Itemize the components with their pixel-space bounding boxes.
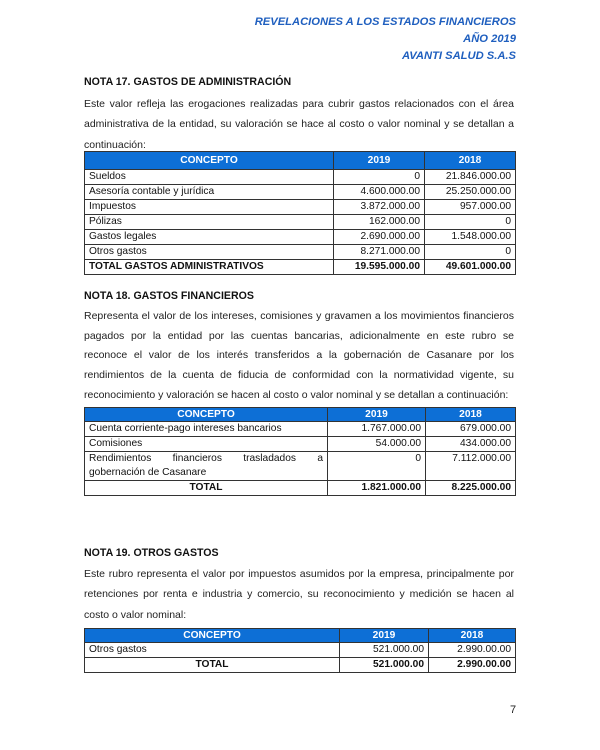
cell-concepto: Gastos legales <box>85 230 334 245</box>
total-2018: 8.225.000.00 <box>426 481 516 496</box>
header-company: AVANTI SALUD S.A.S <box>402 50 516 62</box>
table-row <box>85 200 516 215</box>
table-header-row <box>85 152 516 170</box>
cell-concepto: Rendimientos financieros trasladados a gobernación de Casanare <box>85 452 328 481</box>
cell-concepto: Pólizas <box>85 215 334 230</box>
cell-2019: 54.000.00 <box>328 437 426 452</box>
page-number: 7 <box>510 704 517 716</box>
cell-2019: 4.600.000.00 <box>334 185 425 200</box>
cell-concepto: Otros gastos <box>85 643 340 658</box>
col-header-concepto: CONCEPTO <box>85 629 340 643</box>
total-label: TOTAL GASTOS ADMINISTRATIVOS <box>85 260 334 275</box>
cell-2018: 434.000.00 <box>426 437 516 452</box>
cell-concepto: Impuestos <box>85 200 334 215</box>
table-row <box>85 643 516 658</box>
nota17-paragraph: Este valor refleja las erogaciones realizadas para cubrir gastos relacionados con el área administrativa de la entidad, su valoración se hace al costo o valor nominal y se detallan a continuación: <box>84 98 514 151</box>
cell-2018: 7.112.000.00 <box>426 452 516 481</box>
document-header <box>255 14 516 65</box>
nota18-table <box>84 407 516 496</box>
table-row <box>85 245 516 260</box>
table-row <box>85 422 516 437</box>
table-header-row <box>85 408 516 422</box>
table-total-row <box>85 481 516 496</box>
total-label: TOTAL <box>85 481 328 496</box>
table-row <box>85 185 516 200</box>
total-2018: 49.601.000.00 <box>425 260 516 275</box>
table-total-row <box>85 658 516 673</box>
cell-2019: 0 <box>334 170 425 185</box>
col-header-concepto: CONCEPTO <box>85 408 328 422</box>
nota17-table <box>84 151 516 275</box>
cell-2019: 8.271.000.00 <box>334 245 425 260</box>
table-row <box>85 452 516 481</box>
cell-concepto: Asesoría contable y jurídica <box>85 185 334 200</box>
col-header-concepto: CONCEPTO <box>85 152 334 170</box>
nota18-paragraph: Representa el valor de los intereses, comisiones y gravamen a los movimientos financieros pagados por la entidad por las cuentas bancarias, adicionalmente en este rubro se reconoce el valor de los interés transferidos a la gobernación de Casanare por los rendimientos de la cuenta de fiducia de conformidad con la normatividad vigente, su reconocimiento y valoración se hacen al costo o valor nominal y se detallan a continuación: <box>84 310 514 401</box>
cell-2019: 2.690.000.00 <box>334 230 425 245</box>
header-year: AÑO 2019 <box>463 33 516 45</box>
col-header-2019: 2019 <box>334 152 425 170</box>
cell-2018: 957.000.00 <box>425 200 516 215</box>
cell-2019: 521.000.00 <box>340 643 429 658</box>
nota17-title: NOTA 17. GASTOS DE ADMINISTRACIÓN <box>84 76 292 88</box>
col-header-2019: 2019 <box>340 629 429 643</box>
total-2019: 521.000.00 <box>340 658 429 673</box>
nota19-paragraph: Este rubro representa el valor por impuestos asumidos por la empresa, principalmente por retenciones por renta e industria y comercio, su reconocimiento y medición se hacen al costo o valor nominal: <box>84 568 514 621</box>
cell-2018: 25.250.000.00 <box>425 185 516 200</box>
table-header-row <box>85 629 516 643</box>
nota19-title: NOTA 19. OTROS GASTOS <box>84 547 219 559</box>
cell-2018: 679.000.00 <box>426 422 516 437</box>
col-header-2018: 2018 <box>429 629 516 643</box>
table-row <box>85 230 516 245</box>
cell-2018: 0 <box>425 215 516 230</box>
cell-concepto: Sueldos <box>85 170 334 185</box>
cell-2018: 21.846.000.00 <box>425 170 516 185</box>
cell-2018: 2.990.00.00 <box>429 643 516 658</box>
nota18-title: NOTA 18. GASTOS FINANCIEROS <box>84 290 254 302</box>
col-header-2018: 2018 <box>425 152 516 170</box>
total-label: TOTAL <box>85 658 340 673</box>
cell-2018: 1.548.000.00 <box>425 230 516 245</box>
nota19-table <box>84 628 516 673</box>
table-row <box>85 170 516 185</box>
total-2019: 19.595.000.00 <box>334 260 425 275</box>
col-header-2018: 2018 <box>426 408 516 422</box>
cell-2019: 3.872.000.00 <box>334 200 425 215</box>
col-header-2019: 2019 <box>328 408 426 422</box>
cell-2019: 0 <box>328 452 426 481</box>
table-row <box>85 437 516 452</box>
cell-concepto: Cuenta corriente-pago intereses bancarios <box>85 422 328 437</box>
cell-concepto: Otros gastos <box>85 245 334 260</box>
table-row <box>85 215 516 230</box>
total-2018: 2.990.00.00 <box>429 658 516 673</box>
cell-2019: 1.767.000.00 <box>328 422 426 437</box>
table-total-row <box>85 260 516 275</box>
cell-2019: 162.000.00 <box>334 215 425 230</box>
cell-2018: 0 <box>425 245 516 260</box>
total-2019: 1.821.000.00 <box>328 481 426 496</box>
cell-concepto: Comisiones <box>85 437 328 452</box>
header-title: REVELACIONES A LOS ESTADOS FINANCIEROS <box>254 16 516 28</box>
